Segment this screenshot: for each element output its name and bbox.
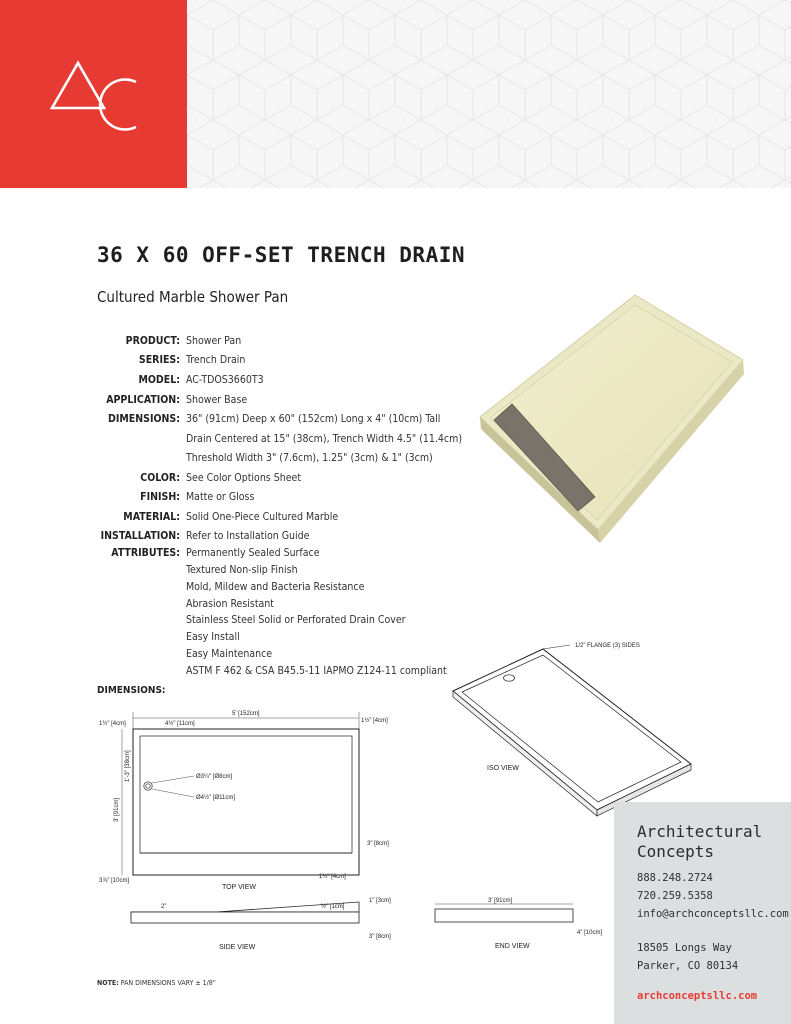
dim-flange-bottom: 1½" [4cm] bbox=[319, 874, 346, 880]
attribute-item: Abrasion Resistant bbox=[186, 598, 274, 610]
spec-value: Threshold Width 3" (7.6cm), 1.25" (3cm) & 1" (3cm) bbox=[186, 452, 433, 464]
phone-number-2[interactable]: 720.259.5358 bbox=[637, 890, 713, 902]
spec-label: ATTRIBUTES: bbox=[111, 547, 180, 559]
spec-row bbox=[0, 354, 180, 370]
spec-value: 36" (91cm) Deep x 60" (152cm) Long x 4" (10cm) Tall bbox=[186, 413, 441, 425]
spec-label: PRODUCT: bbox=[125, 335, 180, 347]
note-label: NOTE: bbox=[97, 979, 119, 987]
dim-drain-outer: Ø4½" [Ø11cm] bbox=[196, 795, 236, 801]
dim-threshold: 3" [8cm] bbox=[367, 841, 389, 847]
dim-depth: 3' [91cm] bbox=[114, 797, 120, 822]
hexagon-pattern-decoration bbox=[187, 0, 791, 188]
contact-panel bbox=[614, 802, 791, 1024]
spec-row bbox=[0, 394, 180, 410]
spec-value: Refer to Installation Guide bbox=[186, 530, 310, 542]
spec-row bbox=[0, 472, 180, 488]
spec-value: Solid One-Piece Cultured Marble bbox=[186, 511, 339, 523]
dimension-note bbox=[97, 979, 216, 987]
technical-drawings bbox=[95, 632, 640, 952]
product-subtitle: Cultured Marble Shower Pan bbox=[97, 288, 289, 306]
dimensions-heading: DIMENSIONS: bbox=[97, 685, 166, 696]
dim-bottom-left: 3⅞" [10cm] bbox=[99, 878, 130, 884]
address-line-2: Parker, CO 80134 bbox=[637, 960, 739, 972]
attribute-item: Mold, Mildew and Bacteria Resistance bbox=[186, 581, 365, 593]
dim-side-bottom: 3" [8cm] bbox=[369, 934, 391, 940]
header-pattern-band bbox=[187, 0, 791, 188]
product-title: 36 X 60 OFF-SET TRENCH DRAIN bbox=[97, 243, 466, 267]
phone-number-1[interactable]: 888.248.2724 bbox=[637, 872, 713, 884]
spec-row bbox=[0, 530, 180, 546]
attribute-item: Easy Maintenance bbox=[186, 648, 273, 660]
spec-label: MATERIAL: bbox=[123, 511, 180, 523]
side-view-label: SIDE VIEW bbox=[219, 944, 256, 951]
brand-logo-block bbox=[0, 0, 187, 188]
attribute-item: Easy Install bbox=[186, 631, 240, 643]
company-name-line2: Concepts bbox=[637, 842, 715, 861]
spec-label: MODEL: bbox=[138, 374, 180, 386]
dim-drain-inner: Ø3¼" [Ø8cm] bbox=[196, 774, 233, 780]
company-name-line1: Architectural bbox=[637, 822, 763, 841]
spec-value: Shower Pan bbox=[186, 335, 242, 347]
top-view-drawing bbox=[99, 711, 389, 891]
spec-row bbox=[0, 413, 180, 429]
email-link[interactable]: info@archconceptsllc.com bbox=[637, 908, 789, 920]
spec-value: See Color Options Sheet bbox=[186, 472, 302, 484]
flange-note-label: 1/2" FLANGE (3) SIDES bbox=[575, 643, 640, 649]
dim-trench-width: 4½" [11cm] bbox=[165, 721, 195, 727]
dim-length: 5' [152cm] bbox=[232, 711, 260, 717]
spec-row bbox=[0, 491, 180, 507]
spec-value: Trench Drain bbox=[186, 354, 246, 366]
iso-view-drawing bbox=[453, 643, 691, 816]
side-view-drawing bbox=[131, 898, 391, 951]
note-text: PAN DIMENSIONS VARY ± 1/8" bbox=[120, 979, 216, 987]
ac-logo-icon bbox=[0, 0, 187, 188]
spec-row bbox=[0, 547, 180, 563]
address-line-1: 18505 Longs Way bbox=[637, 942, 732, 954]
spec-label: SERIES: bbox=[138, 354, 180, 366]
dim-side-top: 1" [3cm] bbox=[369, 898, 391, 904]
dim-flange-left: 1½" [4cm] bbox=[99, 721, 126, 727]
spec-label: FINISH: bbox=[140, 491, 180, 503]
spec-label: APPLICATION: bbox=[106, 394, 180, 406]
spec-value: Drain Centered at 15" (38cm), Trench Width 4.5" (11.4cm) bbox=[186, 433, 463, 445]
dim-side-half: ½" [1cm] bbox=[321, 904, 345, 910]
company-name bbox=[637, 822, 762, 862]
dim-side-slope: 2" bbox=[161, 904, 167, 910]
end-view-label: END VIEW bbox=[495, 943, 530, 950]
spec-label: INSTALLATION: bbox=[100, 530, 180, 542]
spec-row bbox=[0, 511, 180, 527]
attribute-item: ASTM F 462 & CSA B45.5-11 IAPMO Z124-11 compliant bbox=[186, 665, 447, 677]
spec-value: Matte or Gloss bbox=[186, 491, 255, 503]
attribute-item: Textured Non-slip Finish bbox=[186, 564, 298, 576]
dim-drain-offset: 1'-3" [38cm] bbox=[125, 750, 131, 782]
spec-row bbox=[0, 335, 180, 351]
spec-row bbox=[0, 374, 180, 390]
website-link[interactable]: archconceptsllc.com bbox=[637, 990, 758, 1002]
dim-end-width: 3' [91cm] bbox=[488, 898, 513, 904]
dim-flange-right: 1½" [4cm] bbox=[361, 718, 388, 724]
spec-value: Shower Base bbox=[186, 394, 248, 406]
end-view-drawing bbox=[435, 898, 602, 950]
iso-view-label: ISO VIEW bbox=[487, 765, 519, 772]
shower-pan-product-image bbox=[470, 292, 760, 556]
spec-label: COLOR: bbox=[140, 472, 180, 484]
attribute-item: Permanently Sealed Surface bbox=[186, 547, 320, 559]
top-view-label: TOP VIEW bbox=[222, 884, 256, 891]
dim-end-height: 4" [10cm] bbox=[577, 930, 603, 936]
spec-label: DIMENSIONS: bbox=[108, 413, 180, 425]
spec-value: AC-TDOS3660T3 bbox=[186, 374, 264, 386]
attribute-item: Stainless Steel Solid or Perforated Drain Cover bbox=[186, 614, 406, 626]
